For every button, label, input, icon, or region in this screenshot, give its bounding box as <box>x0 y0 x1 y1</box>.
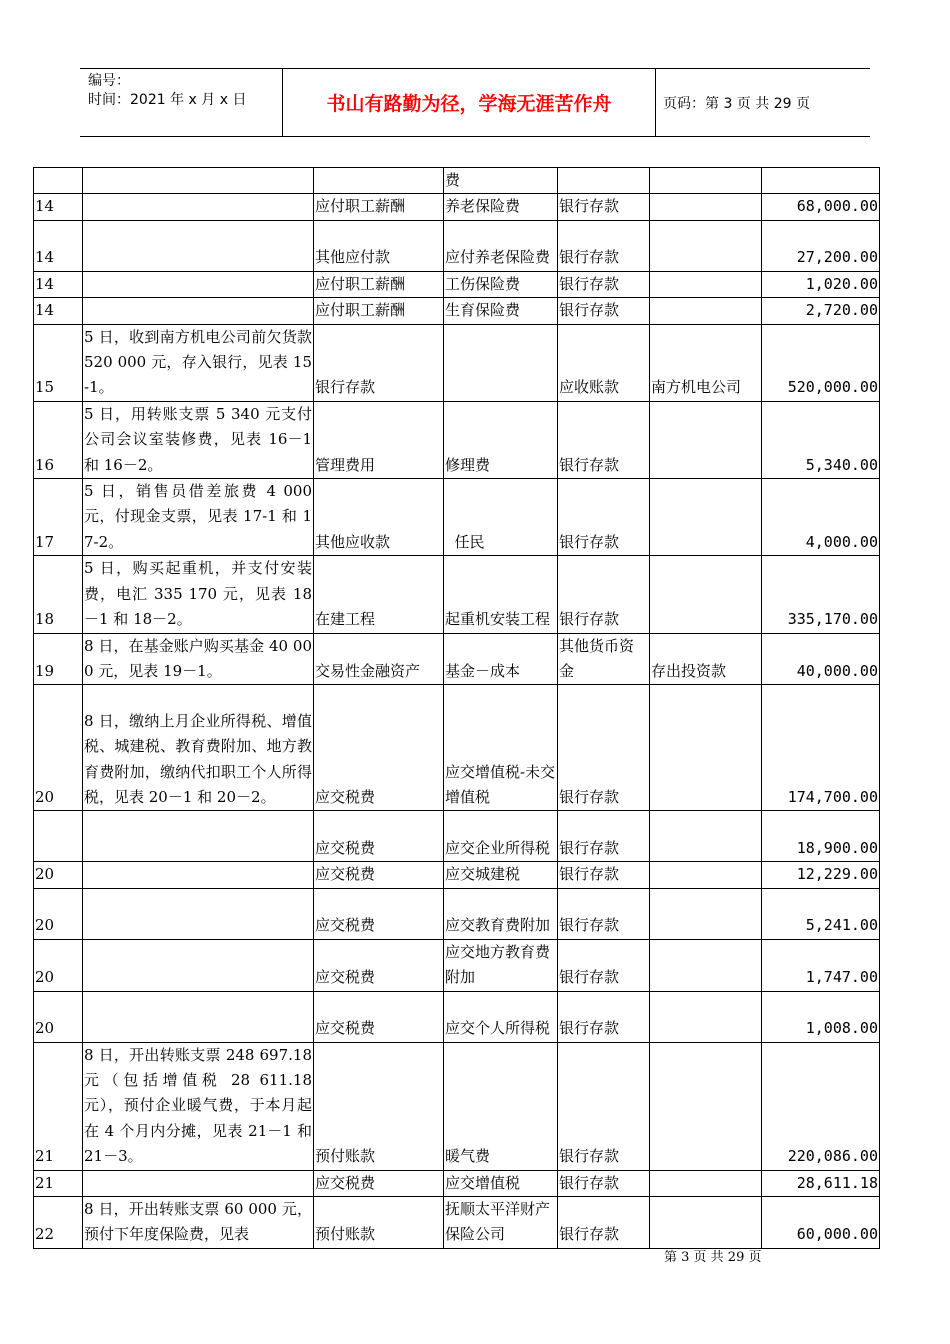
debit-account: 应交税费 <box>314 991 444 1042</box>
table-row <box>34 1196 880 1248</box>
entry-description <box>83 1170 314 1196</box>
table-row <box>34 556 880 633</box>
entry-description: 5 日，用转账支票 5 340 元支付公司会议室装修费，见表 16－1 和 16－2。 <box>83 401 314 478</box>
entry-description <box>83 939 314 991</box>
amount: 1,008.00 <box>762 991 880 1042</box>
sub-account: 养老保险费 <box>444 194 558 220</box>
amount: 40,000.00 <box>762 633 880 685</box>
debit-account: 应交税费 <box>314 939 444 991</box>
sub-account: 工伤保险费 <box>444 271 558 297</box>
journal-table <box>33 167 880 1249</box>
sub-account: 应付养老保险费 <box>444 220 558 271</box>
table-row <box>34 1042 880 1170</box>
credit-account: 应收账款 <box>558 324 650 401</box>
credit-account: 银行存款 <box>558 1170 650 1196</box>
amount: 60,000.00 <box>762 1196 880 1248</box>
entry-number <box>34 811 83 862</box>
debit-account: 预付账款 <box>314 1042 444 1170</box>
amount: 18,900.00 <box>762 811 880 862</box>
table-row <box>34 1170 880 1196</box>
entry-number: 21 <box>34 1042 83 1170</box>
credit-sub-account <box>650 811 762 862</box>
credit-account: 银行存款 <box>558 298 650 324</box>
amount: 28,611.18 <box>762 1170 880 1196</box>
table-row <box>34 633 880 685</box>
credit-sub-account <box>650 685 762 811</box>
credit-sub-account <box>650 1170 762 1196</box>
credit-sub-account <box>650 271 762 297</box>
amount: 12,229.00 <box>762 862 880 888</box>
header-motto: 书山有路勤为径，学海无涯苦作舟 <box>326 93 612 115</box>
entry-number: 14 <box>34 271 83 297</box>
credit-account: 银行存款 <box>558 862 650 888</box>
amount: 335,170.00 <box>762 556 880 633</box>
entry-number: 20 <box>34 991 83 1042</box>
credit-account: 银行存款 <box>558 1196 650 1248</box>
table-row <box>34 991 880 1042</box>
entry-number: 20 <box>34 939 83 991</box>
sub-account: 应交地方教育费附加 <box>444 939 558 991</box>
sub-account: 应交增值税 <box>444 1170 558 1196</box>
credit-account: 银行存款 <box>558 991 650 1042</box>
entry-number: 20 <box>34 685 83 811</box>
amount: 220,086.00 <box>762 1042 880 1170</box>
amount: 27,200.00 <box>762 220 880 271</box>
credit-sub-account <box>650 939 762 991</box>
entry-number: 15 <box>34 324 83 401</box>
entry-description: 8 日，开出转账支票 248 697.18 元（包括增值税 28 611.18 元），预付企业暖气费，于本月起在 4 个月内分摊，见表 21－1 和 21－3。 <box>83 1042 314 1170</box>
credit-sub-account: 存出投资款 <box>650 633 762 685</box>
entry-number: 21 <box>34 1170 83 1196</box>
table-row <box>34 939 880 991</box>
credit-account: 银行存款 <box>558 1042 650 1170</box>
sub-account: 起重机安装工程 <box>444 556 558 633</box>
debit-account: 应付职工薪酬 <box>314 271 444 297</box>
entry-number: 20 <box>34 862 83 888</box>
credit-account: 银行存款 <box>558 939 650 991</box>
entry-description <box>83 298 314 324</box>
page-footer: 第 3 页 共 29 页 <box>664 1250 762 1265</box>
entry-description: 8 日，缴纳上月企业所得税、增值税、城建税、教育费附加、地方教育费附加，缴纳代扣职工个人所得税，见表 20－1 和 20－2。 <box>83 685 314 811</box>
sub-account: 暖气费 <box>444 1042 558 1170</box>
table-row <box>34 685 880 811</box>
credit-account: 银行存款 <box>558 401 650 478</box>
entry-description <box>83 991 314 1042</box>
debit-account: 银行存款 <box>314 324 444 401</box>
header-divider-right <box>655 69 656 136</box>
sub-account: 应交城建税 <box>444 862 558 888</box>
time-label: 时间：2021 年 x 月 x 日 <box>88 92 247 108</box>
credit-sub-account <box>650 401 762 478</box>
credit-sub-account <box>650 1042 762 1170</box>
credit-account: 银行存款 <box>558 194 650 220</box>
entry-description <box>83 862 314 888</box>
debit-account: 交易性金融资产 <box>314 633 444 685</box>
entry-number: 18 <box>34 556 83 633</box>
entry-number: 19 <box>34 633 83 685</box>
entry-description: 8 日，开出转账支票 60 000 元，预付下年度保险费，见表 <box>83 1196 314 1248</box>
amount: 5,340.00 <box>762 401 880 478</box>
sub-account: 应交教育费附加 <box>444 888 558 939</box>
table-row <box>34 811 880 862</box>
credit-account: 银行存款 <box>558 685 650 811</box>
header-bottom-rule <box>80 136 870 137</box>
debit-account: 应交税费 <box>314 811 444 862</box>
debit-account: 在建工程 <box>314 556 444 633</box>
debit-account: 其他应付款 <box>314 220 444 271</box>
debit-account: 应交税费 <box>314 1170 444 1196</box>
sub-account: 费 <box>444 168 558 194</box>
entry-number <box>34 168 83 194</box>
amount: 1,020.00 <box>762 271 880 297</box>
credit-sub-account <box>650 220 762 271</box>
amount: 68,000.00 <box>762 194 880 220</box>
credit-account: 银行存款 <box>558 811 650 862</box>
credit-sub-account <box>650 888 762 939</box>
entry-description: 5 日，收到南方机电公司前欠货款 520 000 元，存入银行，见表 15-1。 <box>83 324 314 401</box>
debit-account: 管理费用 <box>314 401 444 478</box>
debit-account: 应付职工薪酬 <box>314 298 444 324</box>
entry-description <box>83 168 314 194</box>
table-row <box>34 324 880 401</box>
debit-account: 应交税费 <box>314 862 444 888</box>
credit-sub-account <box>650 556 762 633</box>
table-row <box>34 888 880 939</box>
entry-description: 5 日，销售员借差旅费 4 000 元，付现金支票，见表 17-1 和 17-2。 <box>83 479 314 556</box>
entry-description <box>83 194 314 220</box>
table-row <box>34 479 880 556</box>
debit-account: 应交税费 <box>314 888 444 939</box>
entry-description: 5 日，购买起重机，并支付安装费，电汇 335 170 元，见表 18－1 和 18－2。 <box>83 556 314 633</box>
header-page-label: 页码：第 3 页 共 29 页 <box>663 96 810 112</box>
credit-sub-account: 南方机电公司 <box>650 324 762 401</box>
amount: 2,720.00 <box>762 298 880 324</box>
sub-account: 抚顺太平洋财产保险公司 <box>444 1196 558 1248</box>
entry-description: 8 日，在基金账户购买基金 40 000 元，见表 19－1。 <box>83 633 314 685</box>
entry-number: 14 <box>34 298 83 324</box>
entry-number: 17 <box>34 479 83 556</box>
amount: 520,000.00 <box>762 324 880 401</box>
credit-account <box>558 168 650 194</box>
entry-description <box>83 220 314 271</box>
sub-account: 应交个人所得税 <box>444 991 558 1042</box>
entry-number: 22 <box>34 1196 83 1248</box>
table-row <box>34 194 880 220</box>
credit-sub-account <box>650 479 762 556</box>
entry-description <box>83 888 314 939</box>
credit-sub-account <box>650 194 762 220</box>
table-row <box>34 401 880 478</box>
credit-account: 银行存款 <box>558 479 650 556</box>
debit-account: 预付账款 <box>314 1196 444 1248</box>
sub-account: 应交增值税-未交增值税 <box>444 685 558 811</box>
amount: 174,700.00 <box>762 685 880 811</box>
entry-description <box>83 811 314 862</box>
serial-label: 编号： <box>88 73 130 89</box>
entry-number: 20 <box>34 888 83 939</box>
entry-description <box>83 271 314 297</box>
credit-account: 银行存款 <box>558 220 650 271</box>
credit-account: 银行存款 <box>558 888 650 939</box>
amount: 4,000.00 <box>762 479 880 556</box>
entry-number: 14 <box>34 194 83 220</box>
sub-account: 基金－成本 <box>444 633 558 685</box>
amount <box>762 168 880 194</box>
credit-account: 其他货币资金 <box>558 633 650 685</box>
table-row <box>34 271 880 297</box>
entry-number: 16 <box>34 401 83 478</box>
entry-number: 14 <box>34 220 83 271</box>
table-row <box>34 862 880 888</box>
table-row <box>34 168 880 194</box>
sub-account: 修理费 <box>444 401 558 478</box>
credit-sub-account <box>650 298 762 324</box>
credit-account: 银行存款 <box>558 271 650 297</box>
header-divider-left <box>282 69 283 136</box>
credit-account: 银行存款 <box>558 556 650 633</box>
credit-sub-account <box>650 862 762 888</box>
amount: 1,747.00 <box>762 939 880 991</box>
header-top-rule <box>80 68 870 69</box>
sub-account: 应交企业所得税 <box>444 811 558 862</box>
table-row <box>34 298 880 324</box>
debit-account: 其他应收款 <box>314 479 444 556</box>
table-row <box>34 220 880 271</box>
header-meta <box>88 72 246 110</box>
debit-account: 应付职工薪酬 <box>314 194 444 220</box>
credit-sub-account <box>650 1196 762 1248</box>
sub-account: 任民 <box>444 479 558 556</box>
credit-sub-account <box>650 991 762 1042</box>
debit-account <box>314 168 444 194</box>
amount: 5,241.00 <box>762 888 880 939</box>
debit-account: 应交税费 <box>314 685 444 811</box>
sub-account <box>444 324 558 401</box>
sub-account: 生育保险费 <box>444 298 558 324</box>
credit-sub-account <box>650 168 762 194</box>
